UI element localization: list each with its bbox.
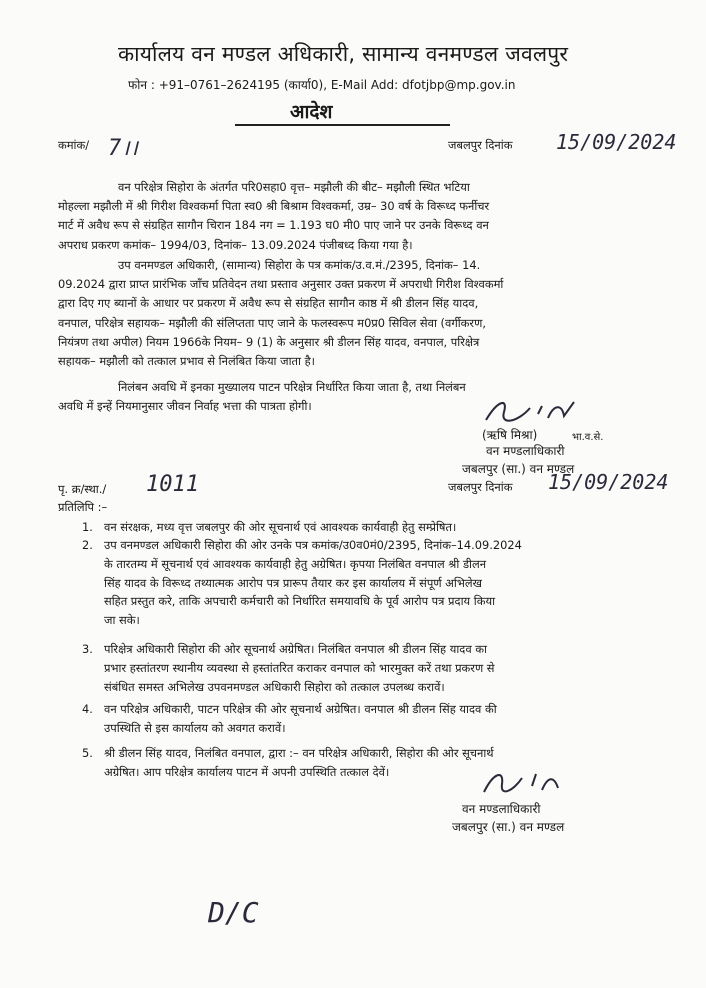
copy-item-line: उप वनमण्डल अधिकारी सिहोरा की ओर उनके पत्र कमांक/उ0व0मं0/2395, दिनांक–14.09.2024 bbox=[104, 538, 522, 552]
copy-item-line: सहित प्रस्तुत करे, ताकि अपचारी कर्मचारी को निर्धारित समयावधि के पूर्व आरोप पत्र प्रदाय किया bbox=[104, 594, 496, 609]
order-number-label: कमांक/ bbox=[58, 138, 90, 152]
order-date-label: जबलपुर दिनांक bbox=[448, 138, 513, 152]
copy-item bbox=[82, 640, 642, 698]
paragraph-3-line: निलंबन अवधि में इनका मुख्यालय पाटन परिक्षेत्र निर्धारित किया जाता है, तथा निलंबन bbox=[118, 380, 466, 394]
endorsement-number-label: पृ. क्र/स्था./ bbox=[58, 482, 107, 496]
signatory-2-designation: वन मण्डलाधिकारी bbox=[462, 802, 541, 816]
contact-line: फोन : +91–0761–2624195 (कार्या0), E-Mail Add: dfotjbp@mp.gov.in bbox=[128, 78, 516, 92]
signature-scribble-2 bbox=[478, 764, 568, 800]
endorsement-date-label: जबलपुर दिनांक bbox=[448, 480, 513, 494]
document-title: आदेश bbox=[290, 101, 333, 123]
copy-item-line: जा सके। bbox=[104, 613, 140, 628]
copy-item-line: श्री डीलन सिंह यादव, निलंबित वनपाल, द्वारा :– वन परिक्षेत्र अधिकारी, सिहोरा की ओर सूचनार्थ bbox=[104, 746, 494, 760]
paragraph-2-line: द्वारा दिए गए ब्यानों के आधार पर प्रकरण में अवैध रूप से संग्रहित सागौन काष्ठ में श्री डीलन सिंह यादव, bbox=[58, 296, 479, 311]
paragraph-2-line: नियंत्रण तथा अपील) नियम 1966के नियम– 9 (1) के अनुसार श्री डीलन सिंह यादव, वनपाल, परिक्षेत्र bbox=[58, 334, 480, 349]
office-name: कार्यालय वन मण्डल अधिकारी, सामान्य वनमण्डल जवलपुर bbox=[118, 42, 569, 66]
paragraph-2-line: सहायक– मझौली को तत्काल प्रभाव से निलंबित किया जाता है। bbox=[58, 354, 315, 369]
copy-item bbox=[82, 536, 642, 632]
paragraph-1-line: मार्ट में अवैध रूप से संग्रहित सागौन चिरान 184 नग = 1.193 घ0 मी0 पाए जाने पर उनके विरूध्द वन bbox=[58, 218, 489, 233]
endorsement-number-handwritten: 1011 bbox=[146, 472, 199, 497]
paragraph-3-line: अवधि में इन्हें नियमानुसार जीवन निर्वाह भत्ता की पात्रता होगी। bbox=[58, 399, 312, 414]
copy-item bbox=[82, 700, 642, 738]
title-divider bbox=[235, 124, 450, 126]
order-number-handwritten: 7।। bbox=[108, 136, 138, 161]
copy-item-line: प्रभार हस्तांतरण स्थानीय व्यवस्था से हस्तांतरित कराकर वनपाल को भारमुक्त करें तथा प्रकरण से bbox=[104, 660, 495, 675]
copy-item-line: वन परिक्षेत्र अधिकारी, पाटन परिक्षेत्र की ओर सूचनार्थ अग्रेषित। वनपाल श्री डीलन सिंह यादव की bbox=[104, 702, 497, 716]
copy-item-line: सिंह यादव के विरूध्द तथ्यात्मक आरोप पत्र प्रारूप तैयार कर इस कार्यालय में संपूर्ण अभिलेख bbox=[104, 575, 482, 590]
paragraph-2-line: उप वनमण्डल अधिकारी, (सामान्य) सिहोरा के पत्र कमांक/उ.व.मं./2395, दिनांक– 14. bbox=[118, 258, 481, 272]
signatory-designation: वन मण्डलाधिकारी bbox=[486, 444, 565, 458]
signatory-division: जबलपुर (सा.) वन मण्डल bbox=[462, 462, 575, 476]
paragraph-2-line: वनपाल, परिक्षेत्र सहायक– मझौली की संलिप्तता पाए जाने के फलस्वरूप म0प्र0 सिविल सेवा (वर्गीकरण, bbox=[58, 315, 486, 330]
copy-item-number: 3. bbox=[82, 642, 93, 656]
copy-item bbox=[82, 518, 642, 538]
copy-to-label: प्रतिलिपि :– bbox=[58, 500, 108, 514]
signature-scribble-1 bbox=[478, 394, 598, 430]
copy-item-line: अग्रेषित। आप परिक्षेत्र कार्यालय पाटन में अपनी उपस्थिति तत्काल देवें। bbox=[104, 764, 390, 779]
signatory-name: (ऋषि मिश्रा) bbox=[482, 428, 538, 442]
signatory-2-division: जबलपुर (सा.) वन मण्डल bbox=[452, 820, 565, 834]
paragraph-2 bbox=[58, 256, 624, 371]
copy-item-line: उपस्थिति से इस कार्यालय को अवगत करावें। bbox=[104, 720, 286, 735]
paragraph-1 bbox=[58, 178, 624, 255]
paragraph-1-line: वन परिक्षेत्र सिहोरा के अंतर्गत परि0सहा0 वृत्त– मझौली की बीट– मझौली स्थित भटिया bbox=[118, 180, 470, 194]
paragraph-2-line: 09.2024 द्वारा प्राप्त प्रारंभिक जाँच प्रतिवेदन तथा प्रस्ताव अनुसार उक्त प्रकरण में अपराधी गिरीश विश्वकर्मा bbox=[58, 277, 504, 292]
copy-item-number: 2. bbox=[82, 538, 93, 552]
endorsement-date-handwritten: 15/09/2024 bbox=[548, 470, 669, 494]
copy-item-number: 1. bbox=[82, 520, 93, 534]
copy-item-number: 4. bbox=[82, 702, 93, 716]
paragraph-1-line: मोहल्ला मझौली में श्री गिरीश विश्वकर्मा पिता स्व0 श्री बिश्राम विश्वकर्मा, उम्र– 30 वर्ष के विरूध्द फर्नीचर bbox=[58, 199, 490, 214]
copy-item-line: संबंधित समस्त अभिलेख उपवनमण्डल अधिकारी सिहोरा को तत्काल उपलब्ध करावें। bbox=[104, 679, 445, 694]
handwritten-note: D/C bbox=[208, 896, 259, 929]
copy-item-line: परिक्षेत्र अधिकारी सिहोरा की ओर सूचनार्थ अग्रेषित। निलंबित वनपाल श्री डीलन सिंह यादव का bbox=[104, 642, 487, 656]
copy-item-line: वन संरक्षक, मध्य वृत्त जबलपुर की ओर सूचनार्थ एवं आवश्यक कार्यवाही हेतु सम्प्रेषित। bbox=[104, 520, 457, 534]
order-date-handwritten: 15/09/2024 bbox=[556, 130, 677, 154]
copy-item-line: के तारतम्य में सूचनार्थ एवं आवश्यक कार्यवाही हेतु अग्रेषित। कृपया निलंबित वनपाल श्री डीलन bbox=[104, 556, 487, 571]
paragraph-1-line: अपराध प्रकरण कमांक– 1994/03, दिनांक– 13.09.2024 पंजीबध्द किया गया है। bbox=[58, 237, 413, 252]
signatory-service: भा.व.से. bbox=[572, 432, 604, 443]
copy-item-number: 5. bbox=[82, 746, 93, 760]
